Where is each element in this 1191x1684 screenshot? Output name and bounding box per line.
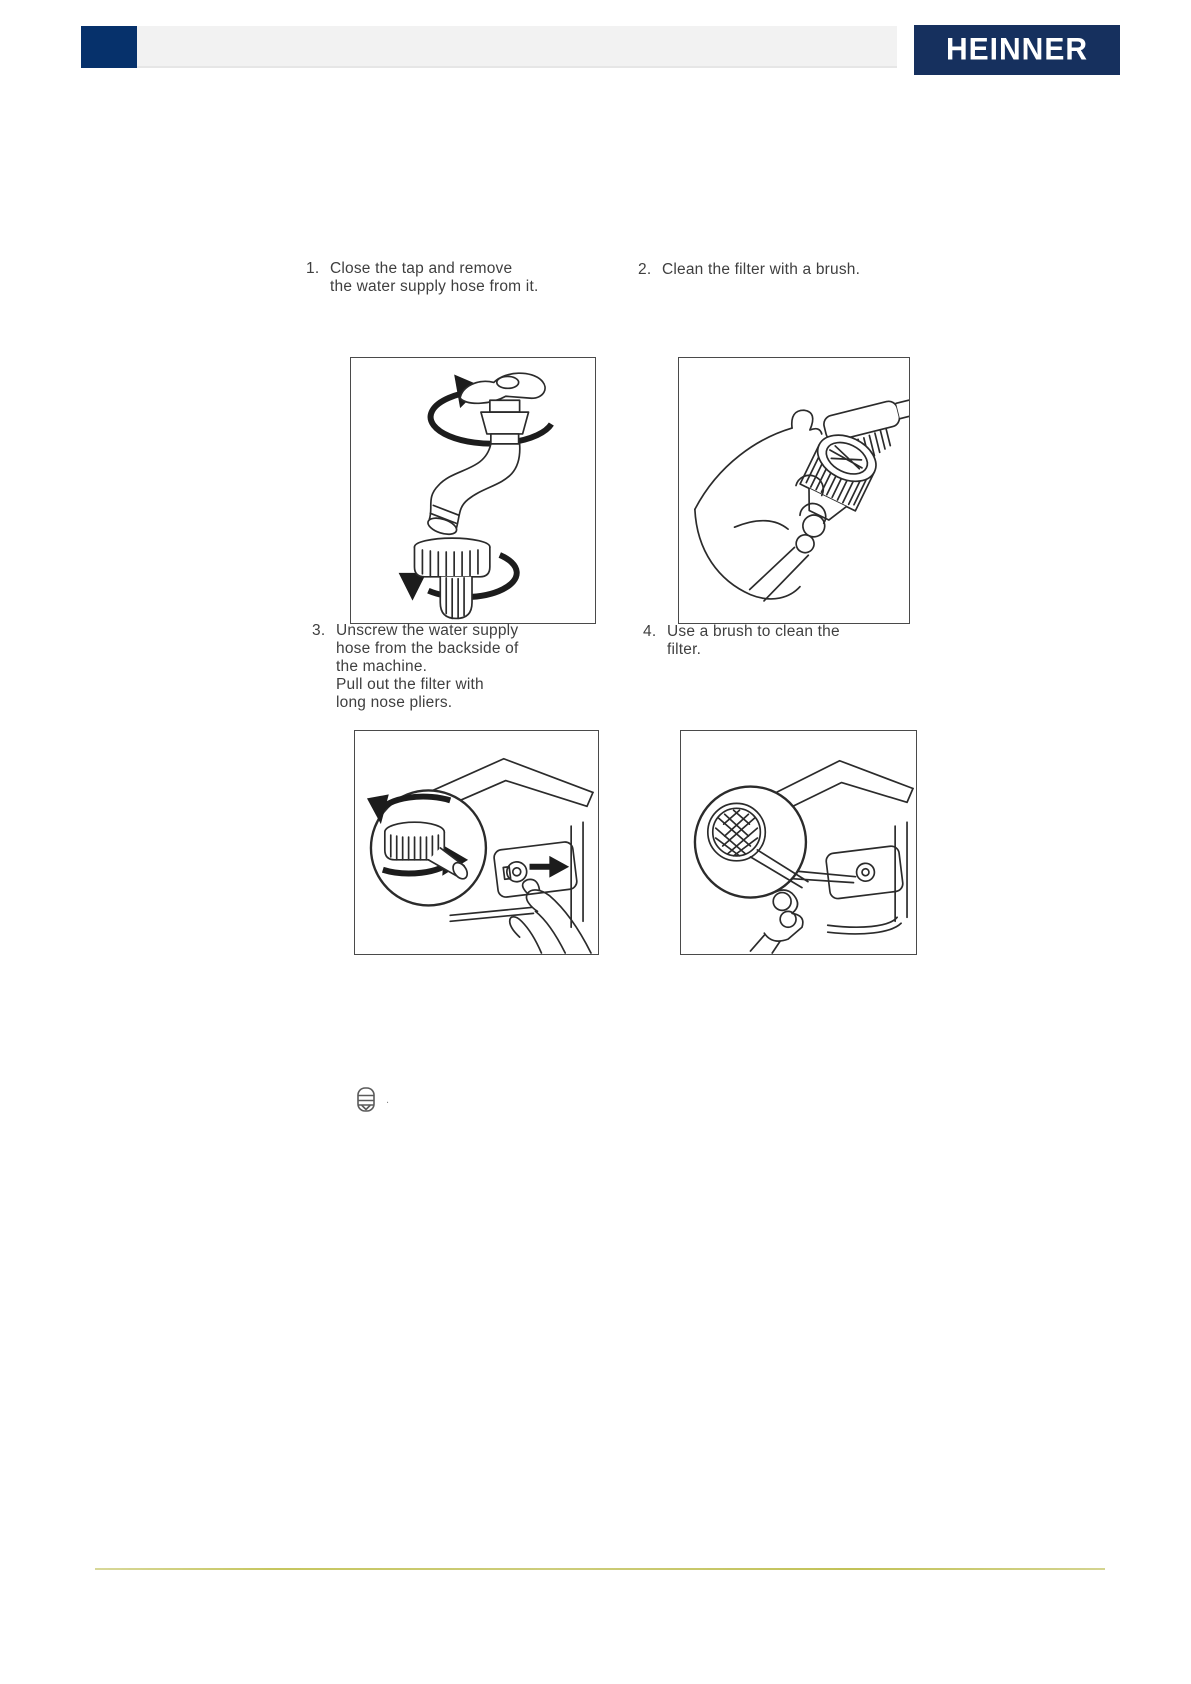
- step-3-line-5: long nose pliers.: [336, 694, 453, 711]
- step-1-caption: [306, 260, 600, 296]
- step-3-line-4: Pull out the filter with: [336, 676, 484, 693]
- hand-filter-brush-illustration-icon: [679, 358, 909, 623]
- step-1-number: 1.: [306, 260, 320, 277]
- step-2-figure: [678, 357, 910, 624]
- step-3-figure: [354, 730, 599, 955]
- step-2-caption: [638, 261, 922, 279]
- step-3-line-1: Unscrew the water supply: [336, 622, 519, 639]
- header-accent-square: [81, 26, 137, 68]
- step-4-line-2: filter.: [667, 641, 702, 658]
- heinner-logo-text: HEINNER: [945, 32, 1088, 67]
- step-2-line-1: Clean the filter with a brush.: [662, 261, 861, 278]
- header-bar: [137, 26, 897, 68]
- step-4-number: 4.: [643, 623, 657, 640]
- brush-clean-filter-illustration-icon: [681, 731, 916, 954]
- step-3-caption: [312, 622, 586, 712]
- step-1-line-2: the water supply hose from it.: [330, 278, 539, 295]
- step-2-number: 2.: [638, 261, 652, 278]
- step-4-figure: [680, 730, 917, 955]
- tap-illustration-icon: [351, 358, 595, 623]
- filter-mini-icon: [356, 1086, 376, 1113]
- unscrew-hose-illustration-icon: [355, 731, 598, 954]
- step-3-line-2: hose from the backside of: [336, 640, 519, 657]
- step-3-number: 3.: [312, 622, 326, 639]
- stray-dot: .: [386, 1094, 390, 1106]
- heinner-logo: [914, 25, 1120, 75]
- step-4-line-1: Use a brush to clean the: [667, 623, 840, 640]
- step-3-line-3: the machine.: [336, 658, 428, 675]
- step-1-line-1: Close the tap and remove: [330, 260, 513, 277]
- inlet-filter-mini-icon: [356, 1086, 376, 1113]
- footer-separator: [95, 1568, 1105, 1570]
- step-1-figure: [350, 357, 596, 624]
- step-4-caption: [643, 623, 887, 659]
